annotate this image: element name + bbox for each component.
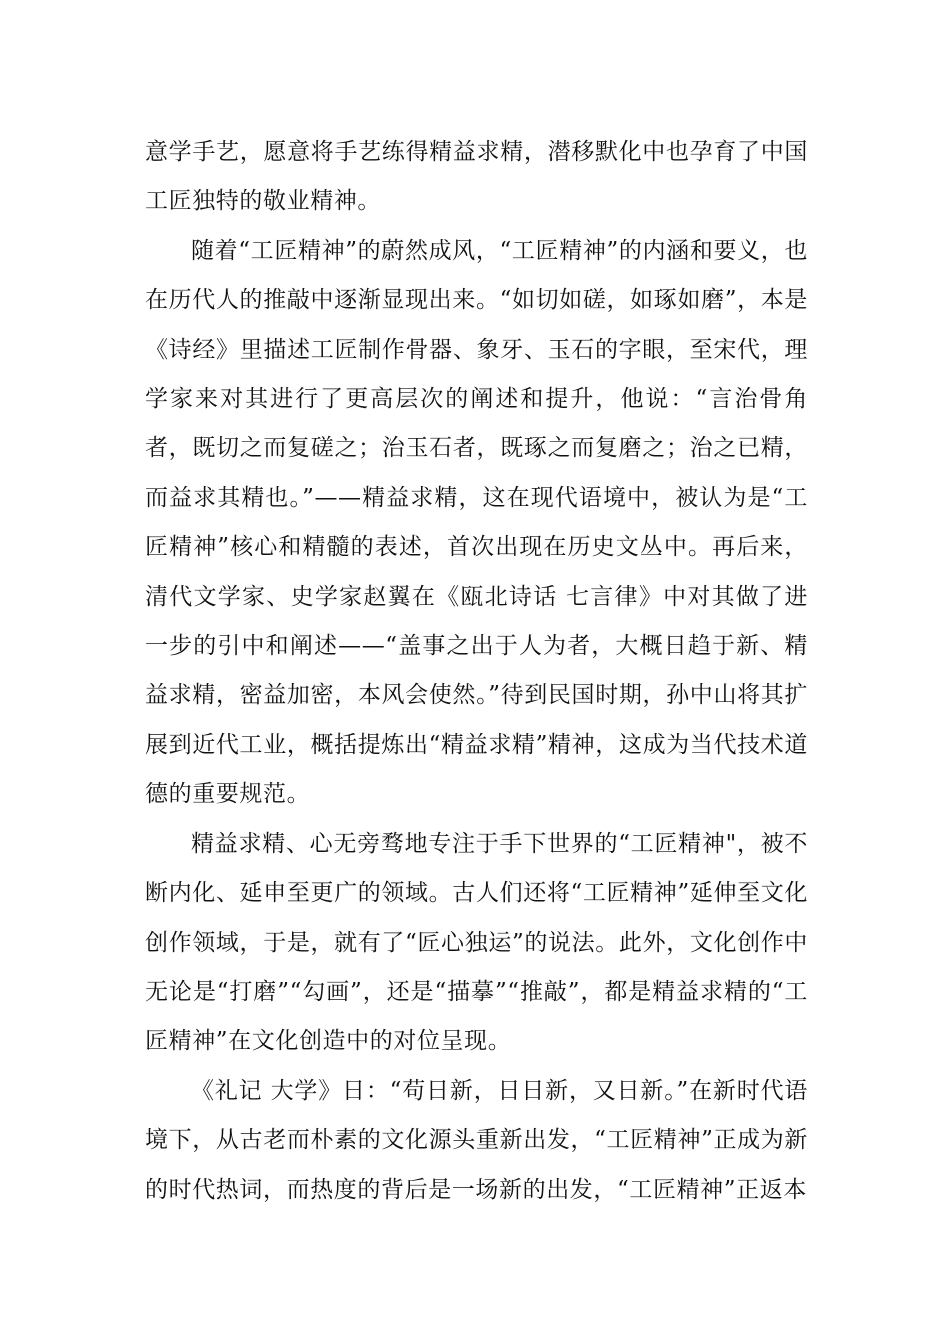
paragraph-connotation: 随着“工匠精神”的蔚然成风，“工匠精神”的内涵和要义，也在历代人的推敲中逐渐显现出来。“如切如磋，如琢如磨”，本是《诗经》里描述工匠制作骨器、象牙、玉石的字眼，至宋代，理学家来对其进行了更高层次的阐述和提升，他说：“言治骨角者，既切之而复磋之；治玉石者，既琢之而复磨之；治之已精，而益求其精也。”——精益求精，这在现代语境中，被认为是“工匠精神”核心和精髓的表述，首次出现在历史文丛中。再后来，清代文学家、史学家赵翼在《瓯北诗话 七言律》中对其做了进一步的引中和阐述——“盖事之出于人为者，大概日趋于新、精益求精，密益加密，本风会使然。”待到民国时期，孙中山将其扩展到近代工业，概括提炼出“精益求精”精神，这成为当代技术道德的重要规范。: [145, 237, 808, 808]
paragraph-extension: 精益求精、心无旁骛地专注于手下世界的“工匠精神"，被不断内化、延申至更广的领域。古人们还将“工匠精神”延伸至文化创作领域，于是，就有了“匠心独运”的说法。此外，文化创作中无论是“打磨”“勾画”，还是“描摹”“推敲”，都是精益求精的“工匠精神”在文化创造中的对位呈现。: [145, 830, 808, 1055]
document-page: [145, 128, 808, 1215]
paragraph-liji: 《礼记 大学》日：“苟日新，日日新，又日新。”在新时代语境下，从古老而朴素的文化源头重新出发，“工匠精神”正成为新的时代热词，而热度的背后是一场新的出发，“工匠精神”正返本: [145, 1077, 808, 1203]
paragraph-continuation: 意学手艺，愿意将手艺练得精益求精，潜移默化中也孕育了中国工匠独特的敬业精神。: [145, 139, 808, 215]
